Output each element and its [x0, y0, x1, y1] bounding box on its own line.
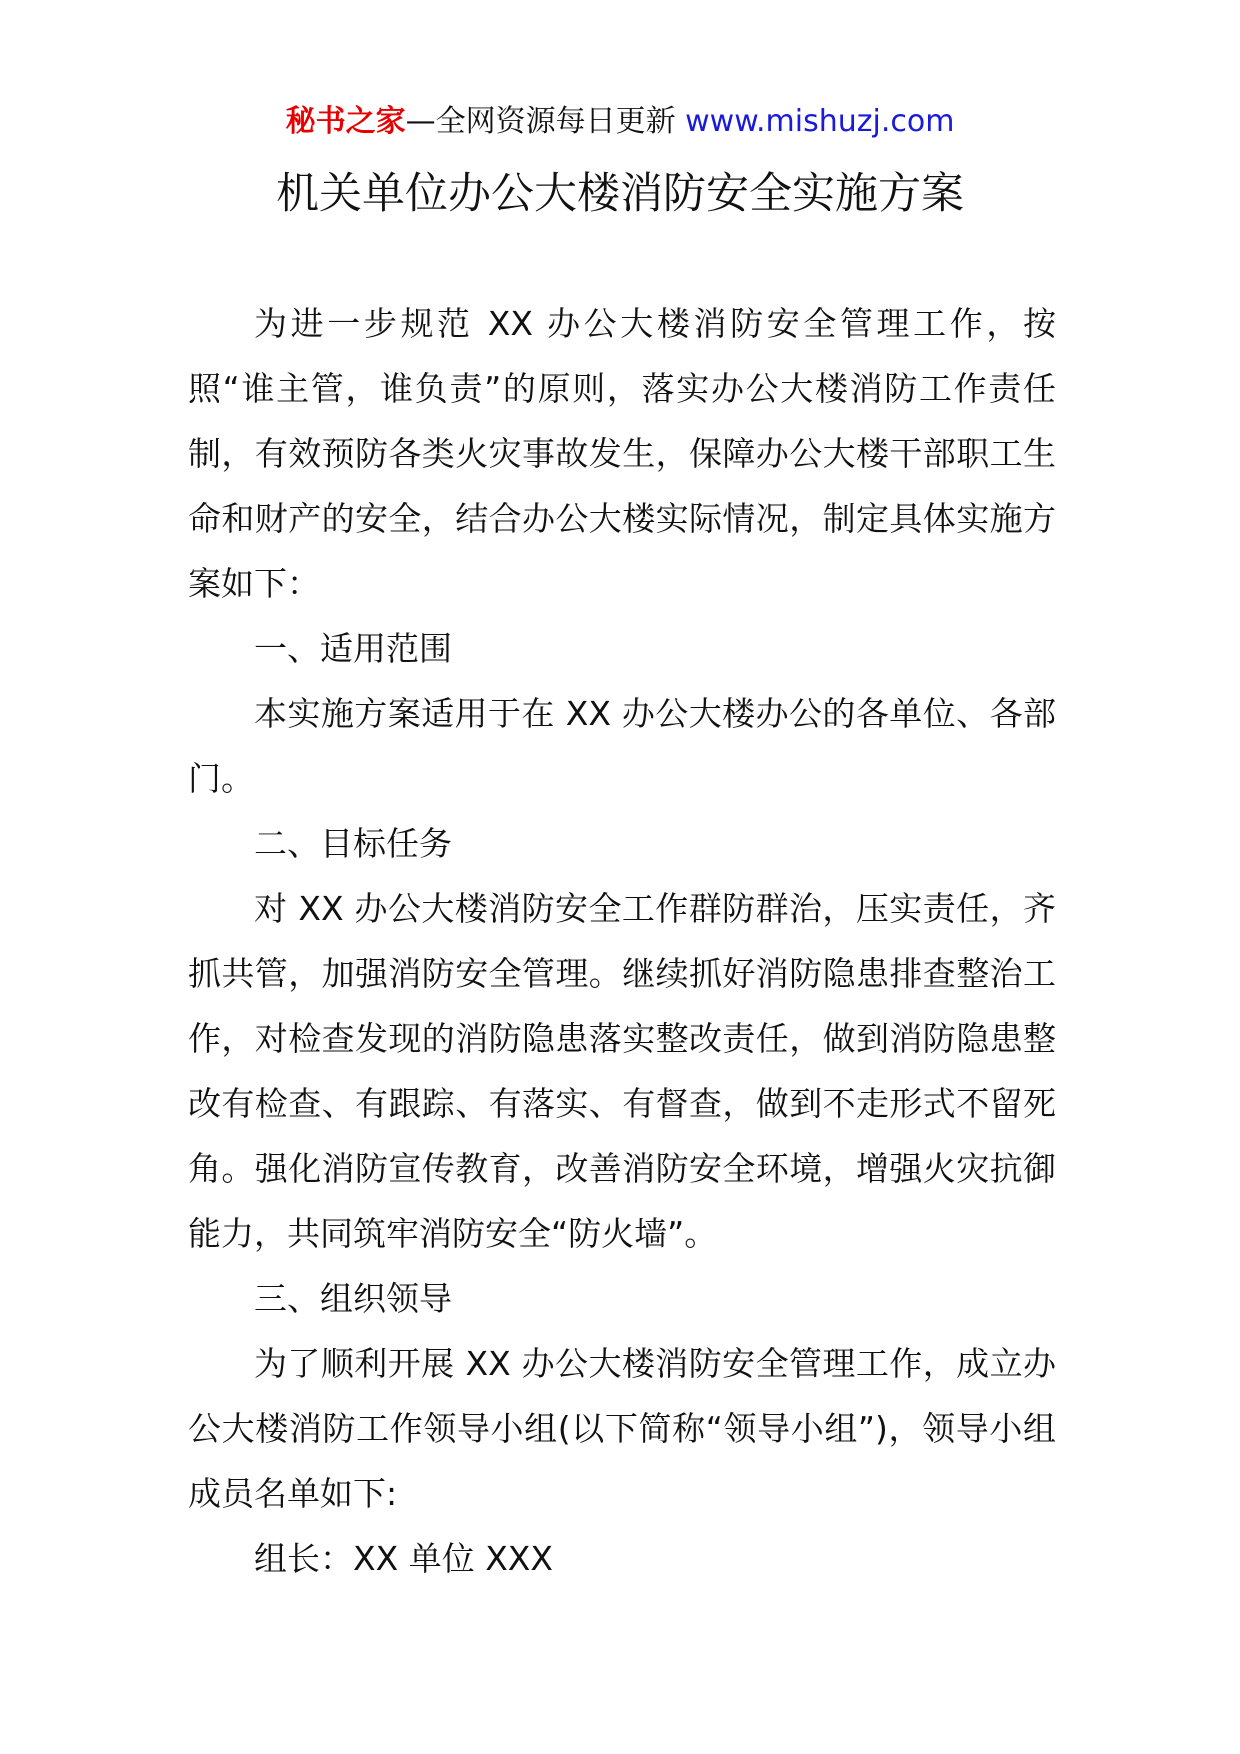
brand-name: 秘书之家: [285, 104, 406, 139]
document-body: [188, 291, 1056, 1591]
section-heading-goals: 二、目标任务: [254, 824, 452, 863]
goals-paragraph: 对 XX 办公大楼消防安全工作群防群治，压实责任，齐抓共管，加强消防安全管理。继续抓好消防隐患排查整治工作，对检查发现的消防隐患落实整改责任，做到消防隐患整改有检查、有跟踪、有落实、有督查，做到不走形式不留死角。强化消防宣传教育，改善消防安全环境，增强火灾抗御能力，共同筑牢消防安全“防火墙”。: [188, 889, 1056, 1253]
group-leader-line: 组长：XX 单位 XXX: [254, 1539, 554, 1578]
intro-paragraph: 为进一步规范 XX 办公大楼消防安全管理工作，按照“谁主管，谁负责”的原则，落实办公大楼消防工作责任制，有效预防各类火灾事故发生，保障办公大楼干部职工生命和财产的安全，结合办公大楼实际情况，制定具体实施方案如下：: [188, 304, 1056, 603]
document-title: 机关单位办公大楼消防安全实施方案: [276, 169, 964, 219]
site-url-link[interactable]: www.mishuzj.com: [685, 104, 955, 139]
leadership-paragraph: 为了顺利开展 XX 办公大楼消防安全管理工作，成立办公大楼消防工作领导小组(以下简称“领导小组”)，领导小组成员名单如下:: [188, 1344, 1056, 1513]
site-header: [0, 100, 1240, 144]
section-heading-leadership: 三、组织领导: [254, 1279, 452, 1318]
header-tagline: —全网资源每日更新: [405, 104, 676, 139]
section-heading-scope: 一、适用范围: [254, 629, 452, 668]
scope-paragraph: 本实施方案适用于在 XX 办公大楼办公的各单位、各部门。: [188, 694, 1056, 798]
